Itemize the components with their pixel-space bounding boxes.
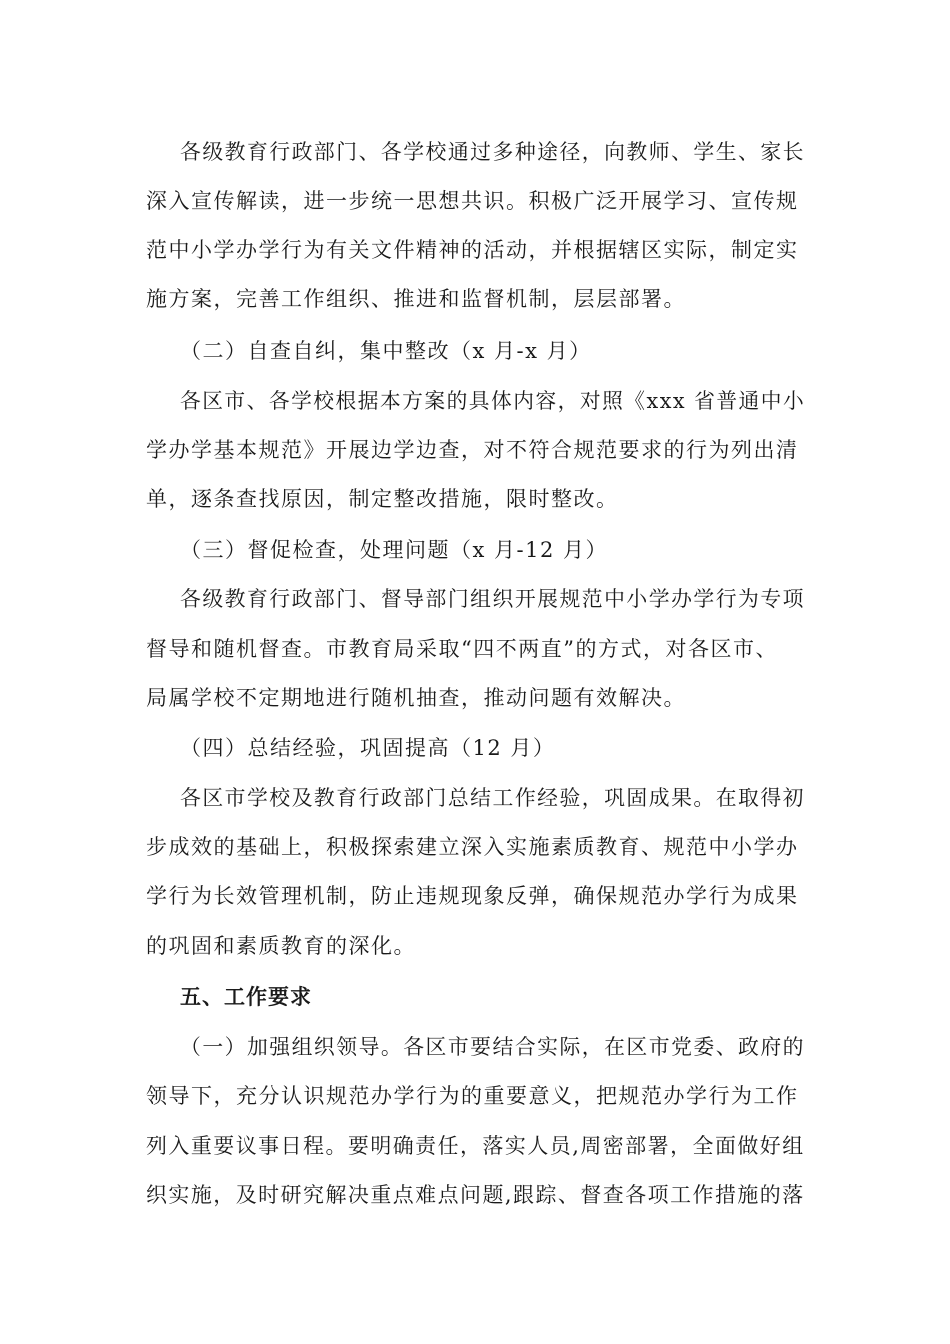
subheading-3: （三）督促检查，处理问题（x 月-12 月） (180, 538, 609, 562)
paragraph-1-line-3: 范中小学办学行为有关文件精神的活动，并根据辖区实际，制定实 (146, 238, 799, 262)
paragraph-4-line-1: 各区市学校及教育行政部门总结工作经验，巩固成果。在取得初 (180, 786, 805, 810)
paragraph-4-line-2: 步成效的基础上，积极探索建立深入实施素质教育、规范中小学办 (146, 835, 799, 859)
paragraph-1-line-2: 深入宣传解读，进一步统一思想共识。积极广泛开展学习、宣传规 (146, 189, 799, 213)
paragraph-4-line-3: 学行为长效管理机制，防止违规现象反弹，确保规范办学行为成果 (146, 884, 799, 908)
paragraph-5-line-2: 领导下，充分认识规范办学行为的重要意义，把规范办学行为工作 (146, 1084, 799, 1108)
subheading-4: （四）总结经验，巩固提高（12 月） (180, 736, 556, 760)
paragraph-2-line-3: 单，逐条查找原因，制定整改措施，限时整改。 (146, 487, 619, 511)
paragraph-5-line-3: 列入重要议事日程。要明确责任，落实人员,周密部署，全面做好组 (146, 1134, 805, 1158)
paragraph-3-line-1: 各级教育行政部门、督导部门组织开展规范中小学办学行为专项 (180, 587, 805, 611)
paragraph-3-line-3: 局属学校不定期地进行随机抽查，推动问题有效解决。 (146, 686, 686, 710)
paragraph-4-line-4: 的巩固和素质教育的深化。 (146, 934, 416, 958)
subheading-2: （二）自查自纠，集中整改（x 月-x 月） (180, 339, 592, 363)
paragraph-3-line-2: 督导和随机督查。市教育局采取“四不两直”的方式，对各区市、 (146, 637, 778, 661)
section-heading-5: 五、工作要求 (180, 985, 312, 1009)
paragraph-1-line-1: 各级教育行政部门、各学校通过多种途径，向教师、学生、家长 (180, 140, 805, 164)
paragraph-5-line-1: （一）加强组织领导。各区市要结合实际，在区市党委、政府的 (180, 1035, 805, 1059)
paragraph-5-line-4: 织实施，及时研究解决重点难点问题,跟踪、督查各项工作措施的落 (146, 1183, 805, 1207)
paragraph-2-line-2: 学办学基本规范》开展边学边查，对不符合规范要求的行为列出清 (146, 438, 799, 462)
paragraph-1-line-4: 施方案，完善工作组织、推进和监督机制，层层部署。 (146, 287, 686, 311)
paragraph-2-line-1: 各区市、各学校根据本方案的具体内容，对照《xxx 省普通中小 (180, 389, 806, 413)
